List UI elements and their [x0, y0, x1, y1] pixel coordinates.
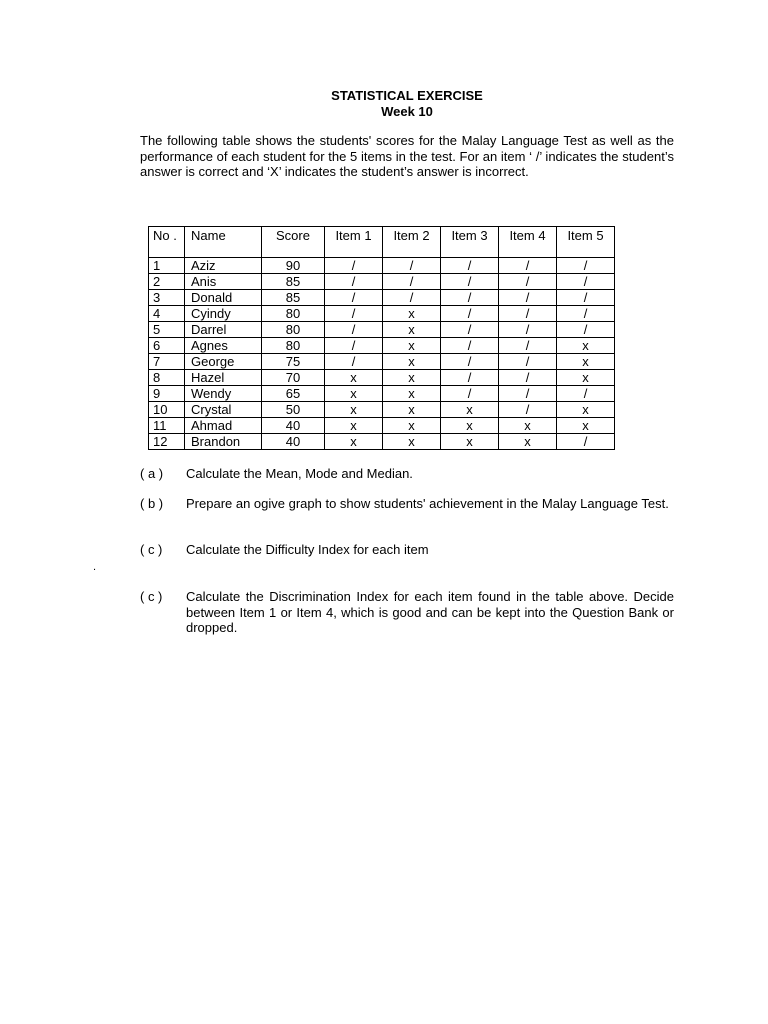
table-row: [149, 434, 615, 450]
cell-item-5: x: [557, 418, 615, 434]
cell-item-5: /: [557, 290, 615, 306]
cell-item-2: /: [383, 290, 441, 306]
stray-dot: .: [93, 561, 97, 573]
header-no: No .: [149, 227, 185, 258]
cell-name: Aziz: [185, 258, 262, 274]
cell-no: 2: [149, 274, 185, 290]
header-item-3: Item 3: [441, 227, 499, 258]
cell-item-2: x: [383, 338, 441, 354]
cell-item-4: /: [499, 258, 557, 274]
cell-no: 7: [149, 354, 185, 370]
cell-item-3: /: [441, 370, 499, 386]
table-row: [149, 418, 615, 434]
cell-score: 80: [262, 322, 325, 338]
cell-name: George: [185, 354, 262, 370]
cell-item-1: /: [325, 258, 383, 274]
header-name: Name: [185, 227, 262, 258]
cell-item-1: /: [325, 338, 383, 354]
table-row: [149, 306, 615, 322]
cell-item-4: x: [499, 418, 557, 434]
cell-item-3: /: [441, 338, 499, 354]
cell-item-1: x: [325, 418, 383, 434]
question-label: ( c ): [140, 589, 163, 604]
header-item-2: Item 2: [383, 227, 441, 258]
table-row: [149, 338, 615, 354]
cell-no: 11: [149, 418, 185, 434]
cell-name: Wendy: [185, 386, 262, 402]
cell-score: 50: [262, 402, 325, 418]
cell-no: 9: [149, 386, 185, 402]
cell-item-5: /: [557, 434, 615, 450]
cell-item-4: /: [499, 306, 557, 322]
cell-item-1: x: [325, 370, 383, 386]
cell-item-2: x: [383, 418, 441, 434]
table-row: [149, 386, 615, 402]
cell-item-5: x: [557, 338, 615, 354]
cell-score: 40: [262, 434, 325, 450]
scores-table: [148, 226, 615, 450]
cell-item-4: /: [499, 274, 557, 290]
cell-no: 10: [149, 402, 185, 418]
header-item-5: Item 5: [557, 227, 615, 258]
question-text: Calculate the Mean, Mode and Median.: [186, 466, 413, 481]
cell-item-1: x: [325, 386, 383, 402]
cell-item-5: x: [557, 354, 615, 370]
cell-item-3: x: [441, 418, 499, 434]
cell-no: 4: [149, 306, 185, 322]
table-row: [149, 354, 615, 370]
table-row: [149, 370, 615, 386]
cell-item-4: x: [499, 434, 557, 450]
table-header-row: [149, 227, 615, 258]
cell-item-5: /: [557, 306, 615, 322]
cell-name: Hazel: [185, 370, 262, 386]
cell-item-4: /: [499, 354, 557, 370]
cell-item-5: /: [557, 274, 615, 290]
cell-item-2: x: [383, 402, 441, 418]
question-text: Prepare an ogive graph to show students' achievement in the Malay Language Test.: [186, 496, 669, 511]
cell-name: Cyindy: [185, 306, 262, 322]
table-row: [149, 258, 615, 274]
cell-item-4: /: [499, 386, 557, 402]
cell-name: Ahmad: [185, 418, 262, 434]
cell-item-2: x: [383, 354, 441, 370]
cell-item-4: /: [499, 290, 557, 306]
table-body: [149, 258, 615, 450]
cell-item-5: /: [557, 258, 615, 274]
cell-score: 85: [262, 290, 325, 306]
cell-score: 40: [262, 418, 325, 434]
cell-item-3: /: [441, 258, 499, 274]
cell-no: 6: [149, 338, 185, 354]
cell-score: 65: [262, 386, 325, 402]
cell-score: 70: [262, 370, 325, 386]
cell-item-3: /: [441, 306, 499, 322]
cell-item-4: /: [499, 338, 557, 354]
cell-item-3: /: [441, 274, 499, 290]
cell-score: 85: [262, 274, 325, 290]
cell-item-2: x: [383, 370, 441, 386]
cell-item-2: /: [383, 274, 441, 290]
document-title: STATISTICAL EXERCISE: [331, 88, 483, 103]
cell-item-2: x: [383, 306, 441, 322]
cell-item-1: /: [325, 274, 383, 290]
cell-item-3: /: [441, 290, 499, 306]
cell-name: Donald: [185, 290, 262, 306]
cell-no: 5: [149, 322, 185, 338]
cell-name: Crystal: [185, 402, 262, 418]
cell-name: Darrel: [185, 322, 262, 338]
cell-name: Anis: [185, 274, 262, 290]
question-text: Calculate the Discrimination Index for each item found in the table above. Decide between Item 1 or Item 4, which is good and can be kept into the Question Bank or dropped.: [186, 589, 674, 636]
cell-score: 75: [262, 354, 325, 370]
cell-score: 90: [262, 258, 325, 274]
document-subtitle: Week 10: [381, 104, 433, 119]
cell-item-2: /: [383, 258, 441, 274]
table-row: [149, 274, 615, 290]
cell-no: 12: [149, 434, 185, 450]
cell-item-5: /: [557, 322, 615, 338]
cell-name: Agnes: [185, 338, 262, 354]
cell-item-3: /: [441, 322, 499, 338]
cell-item-2: x: [383, 434, 441, 450]
question-label: ( c ): [140, 542, 163, 557]
header-item-4: Item 4: [499, 227, 557, 258]
header-score: Score: [262, 227, 325, 258]
cell-item-3: /: [441, 354, 499, 370]
table-row: [149, 402, 615, 418]
cell-item-2: x: [383, 322, 441, 338]
cell-item-1: /: [325, 306, 383, 322]
header-item-1: Item 1: [325, 227, 383, 258]
cell-no: 3: [149, 290, 185, 306]
cell-score: 80: [262, 338, 325, 354]
cell-item-3: x: [441, 402, 499, 418]
table-row: [149, 322, 615, 338]
question-label: ( b ): [140, 496, 164, 511]
cell-item-4: /: [499, 402, 557, 418]
question-text: Calculate the Difficulty Index for each item: [186, 542, 429, 557]
cell-score: 80: [262, 306, 325, 322]
cell-item-4: /: [499, 322, 557, 338]
cell-item-1: /: [325, 354, 383, 370]
intro-paragraph: The following table shows the students' scores for the Malay Language Test as well as the performance of each student for the 5 items in the test. For an item ‘ /’ indicates the student’s answer is correct and ‘X’ indicates the student’s answer is incorrect.: [140, 133, 674, 180]
cell-item-3: /: [441, 386, 499, 402]
cell-no: 1: [149, 258, 185, 274]
cell-item-1: /: [325, 322, 383, 338]
question-label: ( a ): [140, 466, 164, 481]
cell-item-5: /: [557, 386, 615, 402]
table-row: [149, 290, 615, 306]
cell-item-4: /: [499, 370, 557, 386]
cell-item-2: x: [383, 386, 441, 402]
cell-no: 8: [149, 370, 185, 386]
cell-item-1: /: [325, 290, 383, 306]
cell-name: Brandon: [185, 434, 262, 450]
cell-item-1: x: [325, 402, 383, 418]
cell-item-1: x: [325, 434, 383, 450]
cell-item-5: x: [557, 402, 615, 418]
cell-item-5: x: [557, 370, 615, 386]
cell-item-3: x: [441, 434, 499, 450]
